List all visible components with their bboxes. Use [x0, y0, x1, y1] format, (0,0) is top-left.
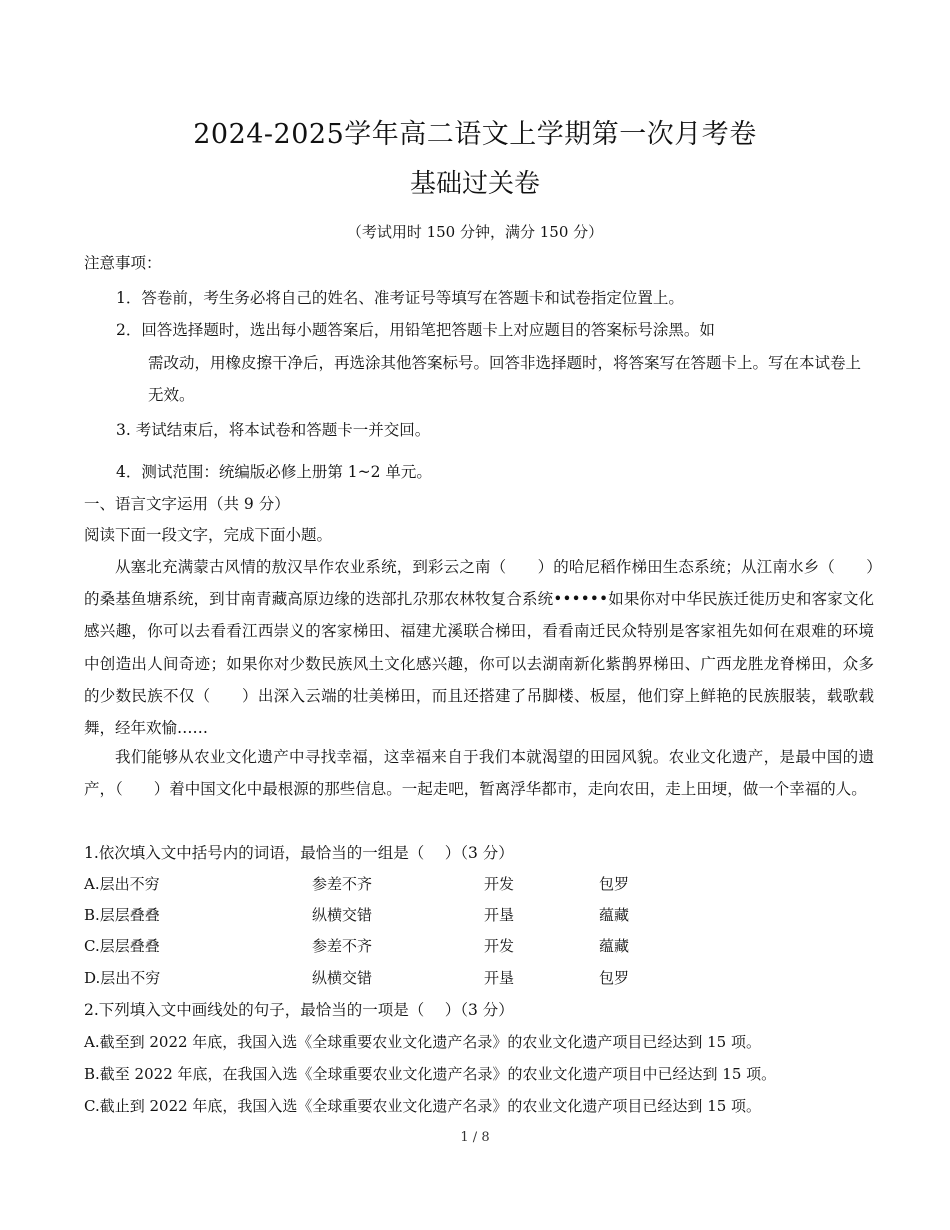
question-2-option-a: A.截至到 2022 年底，我国入选《全球重要农业文化遗产名录》的农业文化遗产项目已经达到 15 项。	[84, 1033, 761, 1051]
question-1-stem: 1.依次填入文中括号内的词语，最恰当的一组是（ ）（3 分）	[84, 844, 514, 862]
page-number: 1 / 8	[460, 1130, 490, 1145]
option-label: A.层出不穷	[84, 875, 160, 893]
question-2-option-c: C.截止到 2022 年底，我国入选《全球重要农业文化遗产名录》的农业文化遗产项目已经达到 15 项。	[84, 1097, 762, 1115]
option-label: D.层出不穷	[84, 969, 161, 987]
notice-item-2-first: 2．回答选择题时，选出每小题答案后，用铅笔把答题卡上对应题目的答案标号涂黑。如	[116, 321, 715, 339]
option-word: 开垦	[484, 906, 515, 924]
option-word: 包罗	[599, 875, 630, 893]
notice-item-2-continued: 需改动，用橡皮擦干净后，再选涂其他答案标号。回答非选择题时，将答案写在答题卡上。写在本试卷上无效。	[148, 354, 862, 404]
option-word: 参差不齐	[312, 875, 373, 893]
exam-info: （考试用时 150 分钟，满分 150 分）	[346, 223, 604, 241]
option-word: 纵横交错	[312, 906, 373, 924]
section-heading: 一、语言文字运用（共 9 分）	[84, 495, 290, 513]
section-instruction: 阅读下面一段文字，完成下面小题。	[84, 526, 333, 544]
option-word: 蕴藏	[599, 906, 630, 924]
question-2-option-b: B.截至 2022 年底，在我国入选《全球重要农业文化遗产名录》的农业文化遗产项目中已经达到 15 项。	[84, 1065, 777, 1083]
notice-item-1: 1．答卷前，考生务必将自己的姓名、准考证号等填写在答题卡和试卷指定位置上。	[116, 289, 684, 307]
option-word: 开发	[484, 875, 515, 893]
question-2-stem: 2.下列填入文中画线处的句子，最恰当的一项是（ ）（3 分）	[84, 1001, 514, 1019]
reading-paragraph-1: 从塞北充满蒙古风情的敖汉旱作农业系统，到彩云之南（ ）的哈尼稻作梯田生态系统；从江南水乡（ ）的桑基鱼塘系统，到甘南青藏高原边缘的迭部扎尕那农林牧复合系统••••••如果你对中华民族迁徙历史和客家文化感兴趣，你可以去看看江西崇义的客家梯田、福建尤溪联合梯田，看看南迁民众特别是客家祖先如何在艰难的环境中创造出人间奇迹；如果你对少数民族风土文化感兴趣，你可以去湖南新化紫鹊界梯田、广西龙胜龙脊梯田，众多的少数民族不仅（ ）出深入云端的壮美梯田，而且还搭建了吊脚楼、板屋，他们穿上鲜艳的民族服装，载歌载舞，经年欢愉……	[84, 558, 874, 738]
page-subtitle: 基础过关卷	[409, 169, 540, 199]
notice-item-4: 4．测试范围：统编版必修上册第 1~2 单元。	[116, 463, 432, 481]
notice-heading: 注意事项：	[84, 254, 162, 272]
option-word: 蕴藏	[599, 937, 630, 955]
page-title: 2024-2025学年高二语文上学期第一次月考卷	[193, 119, 757, 150]
option-label: C.层层叠叠	[84, 937, 160, 955]
option-word: 包罗	[599, 969, 630, 987]
option-word: 参差不齐	[312, 937, 373, 955]
reading-paragraph-2: 我们能够从农业文化遗产中寻找幸福，这幸福来自于我们本就渴望的田园风貌。农业文化遗产，是最中国的遗产，（ ）着中国文化中最根源的那些信息。一起走吧，暂离浮华都市，走向农田，走上田埂，做一个幸福的人。	[84, 748, 874, 799]
option-label: B.层层叠叠	[84, 906, 160, 924]
notice-item-3: 3. 考试结束后，将本试卷和答题卡一并交回。	[116, 421, 431, 439]
option-word: 纵横交错	[312, 969, 373, 987]
option-word: 开发	[484, 937, 515, 955]
option-word: 开垦	[484, 969, 515, 987]
